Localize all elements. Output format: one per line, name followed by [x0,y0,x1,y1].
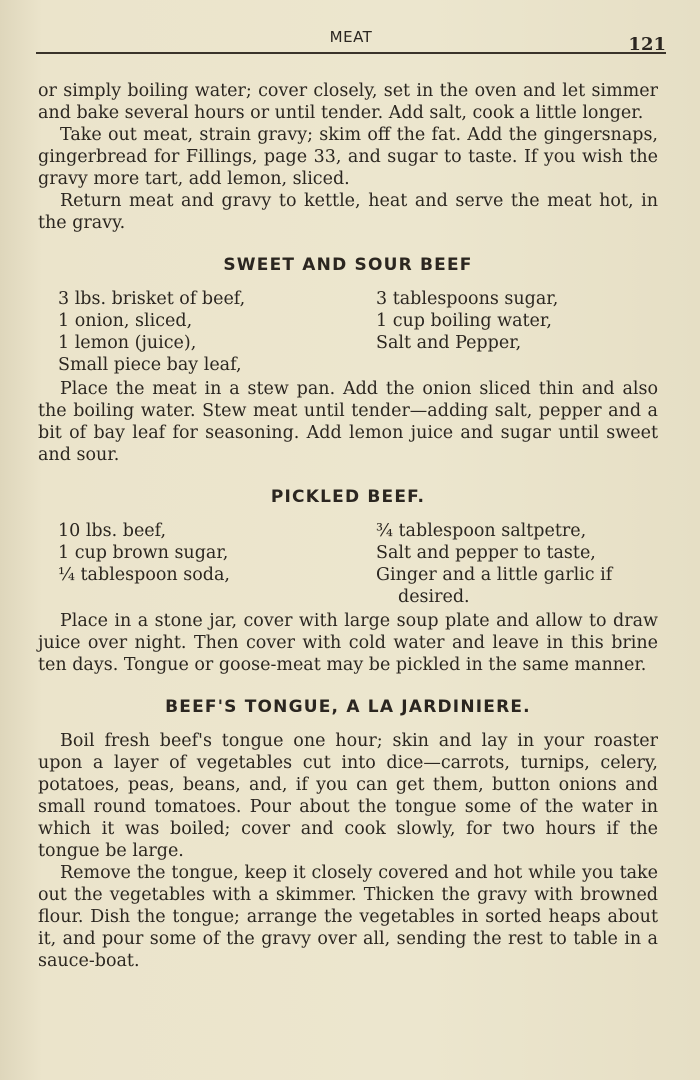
ingredients-right-column [376,288,676,376]
intro-paragraph-3: Return meat and gravy to kettle, heat and serve the meat hot, in the gravy. [38,191,658,233]
ingredients-sweet-sour-beef [38,288,658,376]
ingredient-item: 3 lbs. brisket of beef, [58,289,246,309]
page-header [36,28,666,68]
recipe-title-pickled-beef: PICKLED BEEF. [270,487,426,507]
ingredient-item: 1 onion, sliced, [58,311,193,331]
page-number: 121 [628,34,666,55]
ingredient-item-continued: desired. [398,587,470,607]
recipe-title-sweet-sour-beef: SWEET AND SOUR BEEF [223,255,473,275]
ingredient-item: ¼ tablespoon soda, [58,565,230,585]
recipe-instructions-pickled-beef: Place in a stone jar, cover with large soup plate and allow to draw juice over night. Then cover with cold water and leave in this brine ten days. Tongue or goose-meat may be pickled in the same manner. [38,611,658,675]
ingredients-left-column [58,288,376,376]
ingredient-item: 1 cup brown sugar, [58,543,229,563]
ingredient-item: ¾ tablespoon saltpetre, [376,521,587,541]
page-body [38,80,658,972]
ingredient-item: 10 lbs. beef, [58,521,167,541]
recipe-instructions-beefs-tongue-2: Remove the tongue, keep it closely covered and hot while you take out the vegetables with a skimmer. Thicken the gravy with browned flour. Dish the tongue; arrange the vegetables in sorted heaps about it, and pour some of the gravy over all, sending the rest to table in a sauce-boat. [38,863,658,971]
recipe-instructions-sweet-sour-beef: Place the meat in a stew pan. Add the onion sliced thin and also the boiling water. Stew meat until tender—adding salt, pepper and a bit of bay leaf for seasoning. Add lemon juice and sugar until sweet and sour. [38,379,658,465]
ingredient-item: Salt and Pepper, [376,333,522,353]
intro-paragraph-1: or simply boiling water; cover closely, set in the oven and let simmer and bake several hours or until tender. Add salt, cook a little longer. [38,81,658,123]
recipe-title-beefs-tongue: BEEF'S TONGUE, A LA JARDINIERE. [165,697,531,717]
ingredient-item: Small piece bay leaf, [58,355,242,375]
ingredient-item: 3 tablespoons sugar, [376,289,559,309]
ingredient-item: Salt and pepper to taste, [376,543,596,563]
ingredients-pickled-beef [38,520,658,608]
ingredients-right-column [376,520,676,608]
header-rule [36,52,666,54]
intro-paragraph-2: Take out meat, strain gravy; skim off the fat. Add the gingersnaps, gingerbread for Fillings, page 33, and sugar to taste. If you wish the gravy more tart, add lemon, sliced. [38,125,658,189]
recipe-instructions-beefs-tongue-1: Boil fresh beef's tongue one hour; skin and lay in your roaster upon a layer of vegetables cut into dice—carrots, turnips, celery, potatoes, peas, beans, and, if you can get them, button onions and small round tomatoes. Pour about the tongue some of the water in which it was boiled; cover and cook slowly, for two hours if the tongue be large. [38,731,658,861]
ingredient-item: 1 lemon (juice), [58,333,197,353]
ingredients-left-column [58,520,376,608]
running-head: MEAT [329,28,373,46]
ingredient-item: 1 cup boiling water, [376,311,552,331]
ingredient-item: Ginger and a little garlic if [376,565,613,585]
